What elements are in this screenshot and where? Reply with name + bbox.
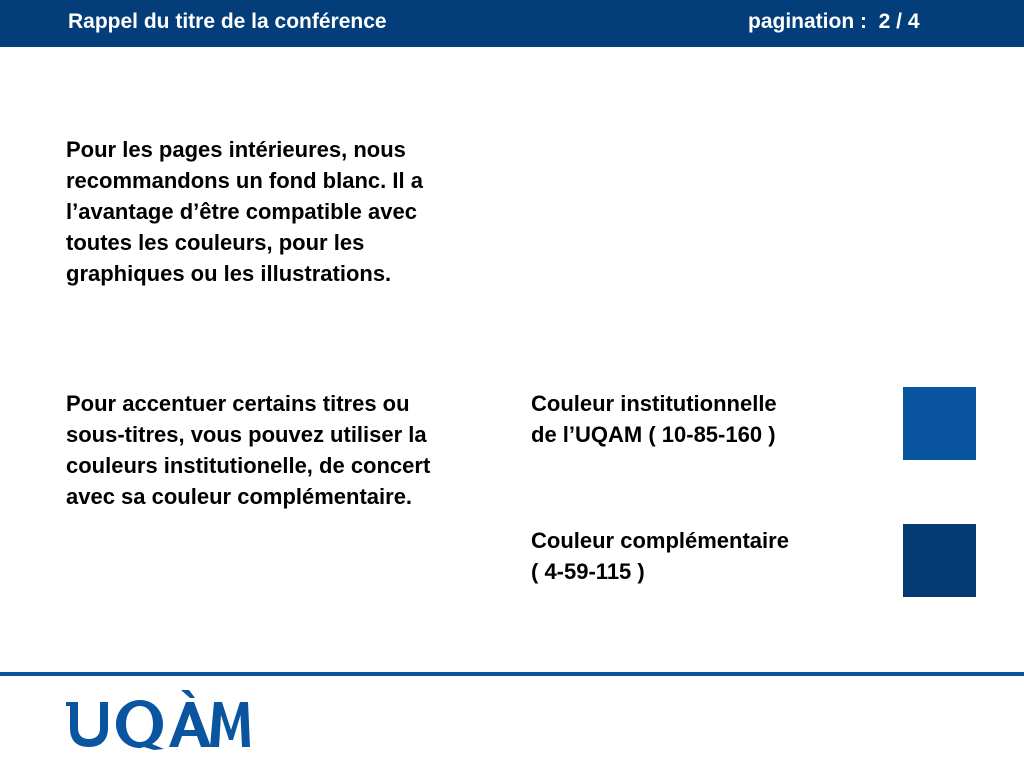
uqam-logo-icon xyxy=(64,688,250,750)
complementary-color-label: Couleur complémentaire ( 4-59-115 ) xyxy=(531,528,789,584)
intro-paragraph: Pour les pages intérieures, nous recommandons un fond blanc. Il a l’avantage d’être compatible avec toutes les couleurs, pour les graphiques ou les illustrations. xyxy=(66,137,423,286)
header-bar xyxy=(0,0,1024,47)
complementary-color-swatch xyxy=(903,524,976,597)
institutional-color-label: Couleur institutionnelle de l’UQAM ( 10-85-160 ) xyxy=(531,391,777,447)
institutional-color-swatch xyxy=(903,387,976,460)
conference-title: Rappel du titre de la conférence xyxy=(68,10,387,33)
footer-divider xyxy=(0,672,1024,676)
accent-paragraph: Pour accentuer certains titres ou sous-titres, vous pouvez utiliser la couleurs institutionelle, de concert avec sa couleur complémentaire. xyxy=(66,391,431,509)
pagination-indicator: pagination : 2 / 4 xyxy=(748,10,920,33)
